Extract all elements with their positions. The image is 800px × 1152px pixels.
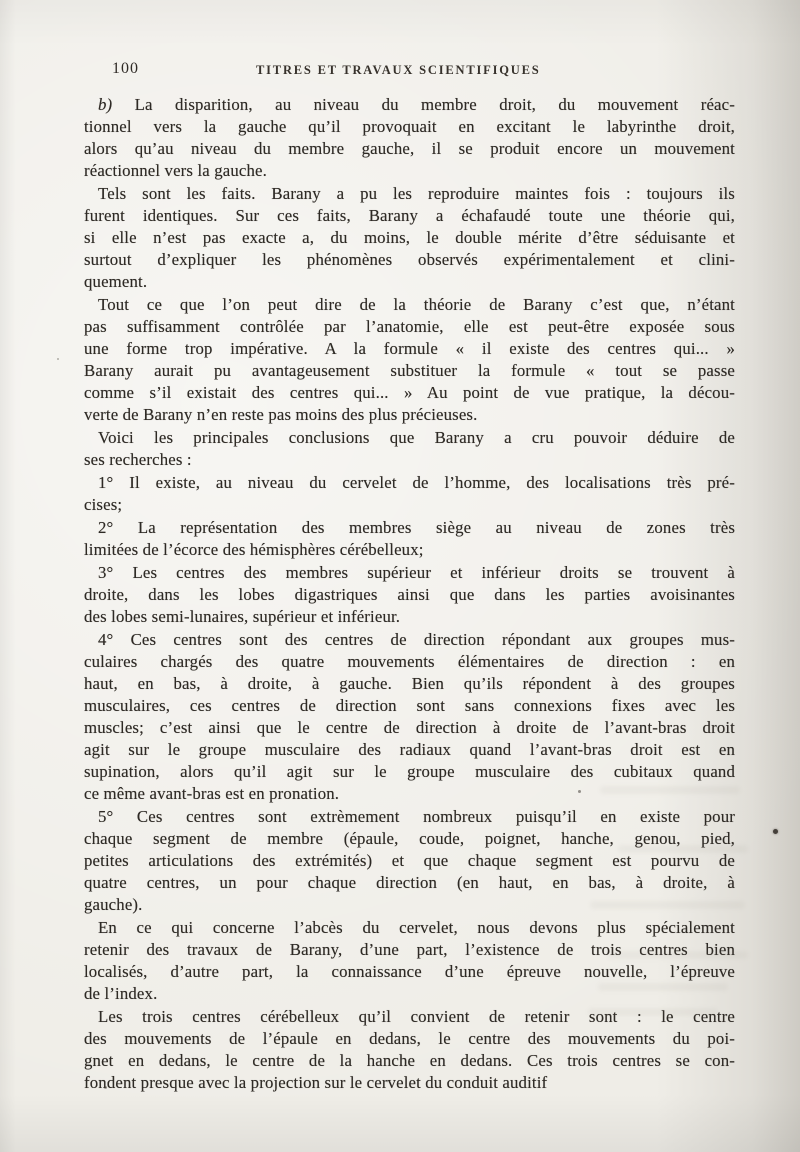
- paragraph: [84, 806, 735, 916]
- text-line: muscles; c’est ainsi que le centre de direction à droite de l’avant-bras droit: [84, 718, 735, 737]
- paragraph: [84, 294, 735, 426]
- paragraph: [84, 562, 735, 628]
- text-line: limitées de l’écorce des hémisphères cérébelleux;: [84, 540, 424, 559]
- text-line: alors qu’au niveau du membre gauche, il se produit encore un mouvement: [84, 139, 735, 158]
- page-body: [84, 94, 735, 1094]
- text-line: 1° Il existe, au niveau du cervelet de l’homme, des localisations très pré-: [98, 473, 735, 492]
- running-title: TITRES ET TRAVAUX SCIENTIFIQUES: [256, 63, 541, 77]
- text-line: fondent presque avec la projection sur le cervelet du conduit auditif: [84, 1073, 548, 1092]
- text-line: ses recherches :: [84, 450, 192, 469]
- text-line: ce même avant-bras est en pronation.: [84, 784, 340, 803]
- text-line: cises;: [84, 495, 123, 514]
- paragraph: [84, 94, 735, 182]
- text-line: quement.: [84, 272, 148, 291]
- text-line: verte de Barany n’en reste pas moins des plus précieuses.: [84, 405, 478, 424]
- text-line: gauche).: [84, 895, 143, 914]
- text-line: b) La disparition, au niveau du membre droit, du mouvement réac-: [98, 95, 735, 114]
- text-line: retenir des travaux de Barany, d’une part, l’existence de trois centres bien: [84, 940, 735, 959]
- text-line: 3° Les centres des membres supérieur et inférieur droits se trouvent à: [98, 563, 735, 582]
- text-line: réactionnel vers la gauche.: [84, 161, 267, 180]
- paragraph: [84, 472, 735, 516]
- paragraph: [84, 183, 735, 293]
- text-line: comme s’il existait des centres qui... » Au point de vue pratique, la décou-: [84, 383, 735, 402]
- text-line: surtout d’expliquer les phénomènes observés expérimentalement et clini-: [84, 250, 735, 269]
- text-line: furent identiques. Sur ces faits, Barany a échafaudé toute une théorie qui,: [84, 206, 735, 225]
- text-line: gnet en dedans, le centre de la hanche en dedans. Ces trois centres se con-: [84, 1051, 735, 1070]
- text-line: Tout ce que l’on peut dire de la théorie de Barany c’est que, n’étant: [98, 295, 735, 314]
- ink-speck: [773, 829, 778, 834]
- paragraph: [84, 1006, 735, 1094]
- text-line: culaires chargés des quatre mouvements élémentaires de direction : en: [84, 652, 735, 671]
- page-number: 100: [112, 60, 139, 77]
- text-line: des mouvements de l’épaule en dedans, le centre des mouvements du poi-: [84, 1029, 735, 1048]
- text-line: une forme trop impérative. A la formule « il existe des centres qui... »: [84, 339, 735, 358]
- text-line: de l’index.: [84, 984, 158, 1003]
- text-line: supination, alors qu’il agit sur le groupe musculaire des cubitaux quand: [84, 762, 735, 781]
- paragraph: [84, 917, 735, 1005]
- text-line: Barany aurait pu avantageusement substituer la formule « tout se passe: [84, 361, 735, 380]
- ink-speck: [57, 358, 59, 360]
- paragraph: [84, 629, 735, 805]
- text-line: agit sur le groupe musculaire des radiaux quand l’avant-bras droit est en: [84, 740, 735, 759]
- text-line: Tels sont les faits. Barany a pu les reproduire maintes fois : toujours ils: [98, 184, 735, 203]
- text-line: droite, dans les lobes digastriques ainsi que dans les parties avoisinantes: [84, 585, 735, 604]
- text-line: quatre centres, un pour chaque direction (en haut, en bas, à droite, à: [84, 873, 735, 892]
- text-line: 2° La représentation des membres siège au niveau de zones très: [98, 518, 735, 537]
- text-line: tionnel vers la gauche qu’il provoquait en excitant le labyrinthe droit,: [84, 117, 735, 136]
- text-line: si elle n’est pas exacte a, du moins, le double mérite d’être séduisante et: [84, 228, 735, 247]
- text-line: 4° Ces centres sont des centres de direction répondant aux groupes mus-: [98, 630, 735, 649]
- text-line: haut, en bas, à droite, à gauche. Bien qu’ils répondent à des groupes: [84, 674, 735, 693]
- text-line: pas suffisamment contrôlée par l’anatomie, elle est peut-être exposée sous: [84, 317, 735, 336]
- text-line: En ce qui concerne l’abcès du cervelet, nous devons plus spécialement: [98, 918, 735, 937]
- text-line: localisés, d’autre part, la connaissance d’une épreuve nouvelle, l’épreuve: [84, 962, 735, 981]
- italic-lead: b): [98, 95, 113, 114]
- text-line: chaque segment de membre (épaule, coude, poignet, hanche, genou, pied,: [84, 829, 735, 848]
- text-line: des lobes semi-lunaires, supérieur et inférieur.: [84, 607, 401, 626]
- text-line: Les trois centres cérébelleux qu’il convient de retenir sont : le centre: [98, 1007, 735, 1026]
- page-header: [0, 60, 800, 80]
- text-line: 5° Ces centres sont extrèmement nombreux puisqu’il en existe pour: [98, 807, 735, 826]
- paragraph: [84, 517, 735, 561]
- text-line: musculaires, ces centres de direction sont sans connexions fixes avec les: [84, 696, 735, 715]
- paragraph: [84, 427, 735, 471]
- text-line: petites articulations des extrémités) et que chaque segment est pourvu de: [84, 851, 735, 870]
- text-line: Voici les principales conclusions que Barany a cru pouvoir déduire de: [98, 428, 735, 447]
